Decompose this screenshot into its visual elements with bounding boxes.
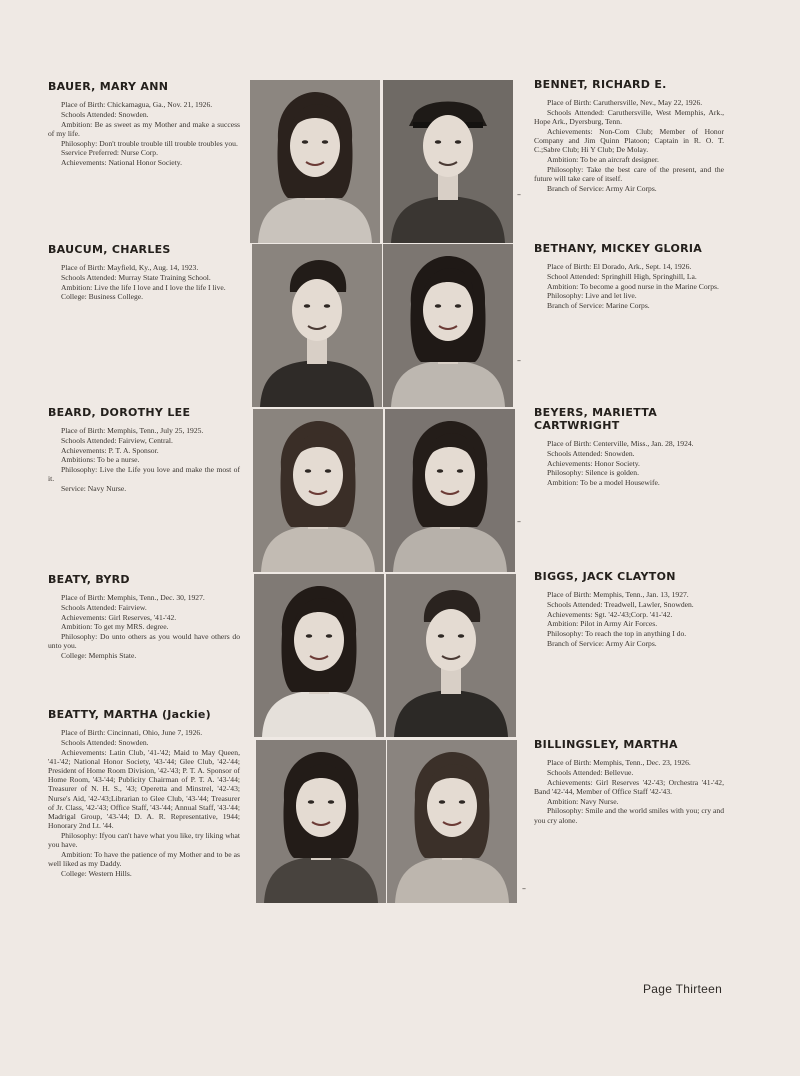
entry-line: Philosophy: Don't trouble trouble till trouble troubles you. — [61, 138, 238, 148]
portrait-photo — [253, 409, 383, 572]
girl-portrait — [385, 409, 515, 572]
eye-shape — [322, 140, 328, 144]
girl-portrait — [253, 409, 383, 572]
eye-shape — [325, 469, 331, 473]
pointer-mark-icon: – — [517, 190, 521, 199]
entry-line: Ambition: To get my MRS. degree. — [61, 622, 169, 632]
senior-entry-bauer — [48, 80, 240, 168]
face-shape — [427, 775, 477, 837]
entry-line: Schools Attended: Bellevue. — [547, 767, 634, 777]
entry-line: Place of Birth: Memphis, Tenn., July 25, 1925. — [61, 426, 204, 435]
eye-shape — [435, 140, 441, 144]
face-shape — [426, 609, 476, 671]
portrait-photo — [385, 409, 515, 572]
eye-shape — [306, 634, 312, 638]
senior-name: BEARD, DOROTHY LEE — [48, 406, 191, 419]
entry-line: Philosophy: Smile and the world smiles with you; cry and you cry alone. — [534, 806, 724, 825]
face-shape — [423, 279, 473, 341]
entry-line: Schools Attended: Fairview, Central. — [61, 435, 173, 445]
entry-line: Achievements: Latin Club, '41-'42; Maid to May Queen, '41-'42; National Honor Society, '43-'44; Glee Club, '42-'44; President of Home Room Division, '42-'43; P. T. A. Sponsor of Home Room, '43-'44; Publicity Chairman of P. T. A. '43-'44; Treasurer of N. H. S., '43; Operetta and Minstrel, '42-'43; Nurse's Aid, '42-'43;Librarian to Glee Club, '43-'44; Treasurer of Jr. Class, '42-'43; Office Staff, '43-'44; Annual Staff, '43-'44; Madrigal Group, '43-'44; D. A. R. Representative, 1944; Honorary 2nd Lt. '44. — [48, 747, 240, 831]
entry-line: Ambition: Live the life I love and I love the life I live. — [61, 282, 226, 292]
face-shape — [294, 609, 344, 671]
entry-line: Ambition: To become a good nurse in the Marine Corps. — [547, 281, 719, 291]
entry-line: Philosophy: Ifyou can't have what you like, try liking what you have. — [48, 831, 240, 850]
entry-line: Ambitions: To be a nurse. — [61, 455, 140, 465]
face-shape — [423, 115, 473, 177]
eye-shape — [304, 304, 310, 308]
face-shape — [293, 444, 343, 506]
senior-entry-beatty — [48, 708, 240, 879]
entry-line: Place of Birth: Chickamagua, Ga., Nov. 21, 1926. — [61, 100, 213, 109]
eye-shape — [308, 800, 314, 804]
portrait-photo — [252, 244, 382, 407]
portrait-photo — [386, 574, 516, 737]
entry-line: Schools Attended: Snowden. — [61, 109, 149, 119]
eye-shape — [457, 469, 463, 473]
entry-line: Place of Birth: Memphis, Tenn., Jan. 13, 1927. — [547, 590, 689, 599]
eye-shape — [324, 304, 330, 308]
girl-portrait — [256, 740, 386, 903]
entry-line: College: Business College. — [61, 292, 144, 302]
entry-line: Branch of Service: Marine Corps. — [547, 301, 650, 311]
entry-line: College: Western Hills. — [61, 869, 132, 879]
entry-line: School Attended: Springhill High, Springhill, La. — [547, 271, 697, 281]
senior-entry-beard — [48, 406, 240, 494]
eye-shape — [455, 304, 461, 308]
senior-entry-beyers — [534, 406, 724, 488]
entry-line: Achievements: National Honor Society. — [61, 158, 182, 168]
entry-line: Place of Birth: Caruthersville, Nev., May 22, 1926. — [547, 98, 703, 107]
entry-line: Schools Attended: Fairview. — [61, 602, 147, 612]
senior-name: BEATY, BYRD — [48, 573, 130, 586]
entry-line: Place of Birth: Centerville, Miss., Jan. 28, 1924. — [547, 439, 694, 448]
entry-line: Ambition: Navy Nurse. — [547, 796, 619, 806]
entry-line: Philosophy: Live and let live. — [547, 291, 637, 301]
entry-line: Ambition: Be as sweet as my Mother and make a success of my life. — [48, 119, 240, 138]
eye-shape — [439, 800, 445, 804]
pointer-mark-icon: – — [522, 884, 526, 893]
face-shape — [296, 775, 346, 837]
entry-line: Ambition: Pilot in Army Air Forces. — [547, 619, 658, 629]
senior-name: BEATTY, MARTHA (Jackie) — [48, 708, 211, 721]
eye-shape — [438, 634, 444, 638]
eye-shape — [326, 634, 332, 638]
eye-shape — [458, 634, 464, 638]
eye-shape — [437, 469, 443, 473]
face-shape — [290, 115, 340, 177]
senior-entry-bethany — [534, 242, 724, 311]
entry-line: Philosophy: Silence is golden. — [547, 468, 639, 478]
pointer-mark-icon: – — [517, 356, 521, 365]
senior-entry-billingsley — [534, 738, 724, 825]
entry-line: Place of Birth: Mayfield, Ky., Aug. 14, 1923. — [61, 263, 199, 272]
entry-line: Philosophy: To reach the top in anything I do. — [547, 629, 687, 639]
entry-line: Place of Birth: Memphis, Tenn., Dec. 30, 1927. — [61, 593, 205, 602]
entry-line: College: Memphis State. — [61, 651, 137, 661]
portrait-photo — [387, 740, 517, 903]
entry-line: Achievements: Sgt. '42-'43;Corp. '41-'42. — [547, 609, 673, 619]
entry-line: Schools Attended: Murray State Training School. — [61, 272, 211, 282]
senior-entry-bennet — [534, 78, 724, 194]
eye-shape — [302, 140, 308, 144]
senior-name: BEYERS, MARIETTA CARTWRIGHT — [534, 406, 658, 432]
entry-line: Branch of Service: Army Air Corps. — [547, 638, 657, 648]
girl-portrait — [250, 80, 380, 243]
senior-name: BAUCUM, CHARLES — [48, 243, 171, 256]
portrait-photo — [250, 80, 380, 243]
entry-line: Branch of Service: Army Air Corps. — [547, 183, 657, 193]
senior-entry-baucum — [48, 243, 240, 302]
entry-line: Schools Attended: Caruthersville, West Memphis, Ark., Hope Ark., Dyersburg, Tenn. — [534, 107, 724, 126]
photo-grid — [250, 80, 520, 906]
entry-line: Place of Birth: El Dorado, Ark., Sept. 14, 1926. — [547, 262, 692, 271]
eye-shape — [435, 304, 441, 308]
face-shape — [292, 279, 342, 341]
entry-line: Philosophy: Do unto others as you would have others do unto you. — [48, 632, 240, 651]
eye-shape — [328, 800, 334, 804]
senior-entry-biggs — [534, 570, 724, 649]
entry-line: Achievements: Non-Com Club; Member of Honor Company and Jim Quinn Platoon; Captain in R. O. T. C.;Sabre Club; Hi Y Club; De Molay. — [534, 126, 724, 155]
entry-line: Achievements: Honor Society. — [547, 458, 640, 468]
portrait-photo — [256, 740, 386, 903]
eye-shape — [459, 800, 465, 804]
entry-line: Ambition: To be an aircraft designer. — [547, 155, 659, 164]
page-number: Page Thirteen — [643, 982, 723, 996]
entry-line: Sservice Preferred: Nurse Corp. — [61, 148, 158, 158]
entry-line: Schools Attended: Treadwell, Lawler, Snowden. — [547, 599, 694, 609]
entry-line: Philosophy: Take the best care of the present, and the future will take care of itself. — [534, 164, 724, 183]
senior-name: BAUER, MARY ANN — [48, 80, 169, 93]
senior-name: BENNET, RICHARD E. — [534, 78, 667, 91]
entry-line: Place of Birth: Cincinnati, Ohio, June 7, 1926. — [61, 728, 203, 737]
pointer-mark-icon: – — [517, 517, 521, 526]
entry-line: Achievements: Girl Reserves '42-'43; Orchestra '41-'42, Band '42-'44, Member of Office Staff '42-'43. — [534, 777, 724, 796]
boy-portrait — [252, 244, 382, 407]
entry-line: Achievements: Girl Reserves, '41-'42. — [61, 612, 177, 622]
entry-line: Ambition: To have the patience of my Mother and to be as well liked as my Daddy. — [48, 850, 240, 869]
cadet-portrait — [383, 80, 513, 243]
boy-portrait — [386, 574, 516, 737]
girl-portrait — [383, 244, 513, 407]
entry-line: Achievements: P. T. A. Sponsor. — [61, 445, 159, 455]
portrait-photo — [383, 80, 513, 243]
senior-entry-beaty — [48, 573, 240, 661]
eye-shape — [455, 140, 461, 144]
girl-portrait — [387, 740, 517, 903]
senior-name: BETHANY, MICKEY GLORIA — [534, 242, 703, 255]
entry-line: Philosophy: Live the Life you love and make the most of it. — [48, 465, 240, 484]
entry-line: Ambition: To be a model Housewife. — [547, 478, 660, 488]
portrait-photo — [383, 244, 513, 407]
entry-line: Service: Navy Nurse. — [61, 484, 127, 494]
eye-shape — [305, 469, 311, 473]
portrait-photo — [254, 574, 384, 737]
entry-line: Schools Attended: Snowden. — [547, 448, 635, 458]
face-shape — [425, 444, 475, 506]
entry-line: Schools Attended: Snowden. — [61, 737, 149, 747]
senior-name: BIGGS, JACK CLAYTON — [534, 570, 676, 583]
senior-name: BILLINGSLEY, MARTHA — [534, 738, 678, 751]
entry-line: Place of Birth: Memphis, Tenn., Dec. 23, 1926. — [547, 758, 691, 767]
girl-portrait — [254, 574, 384, 737]
